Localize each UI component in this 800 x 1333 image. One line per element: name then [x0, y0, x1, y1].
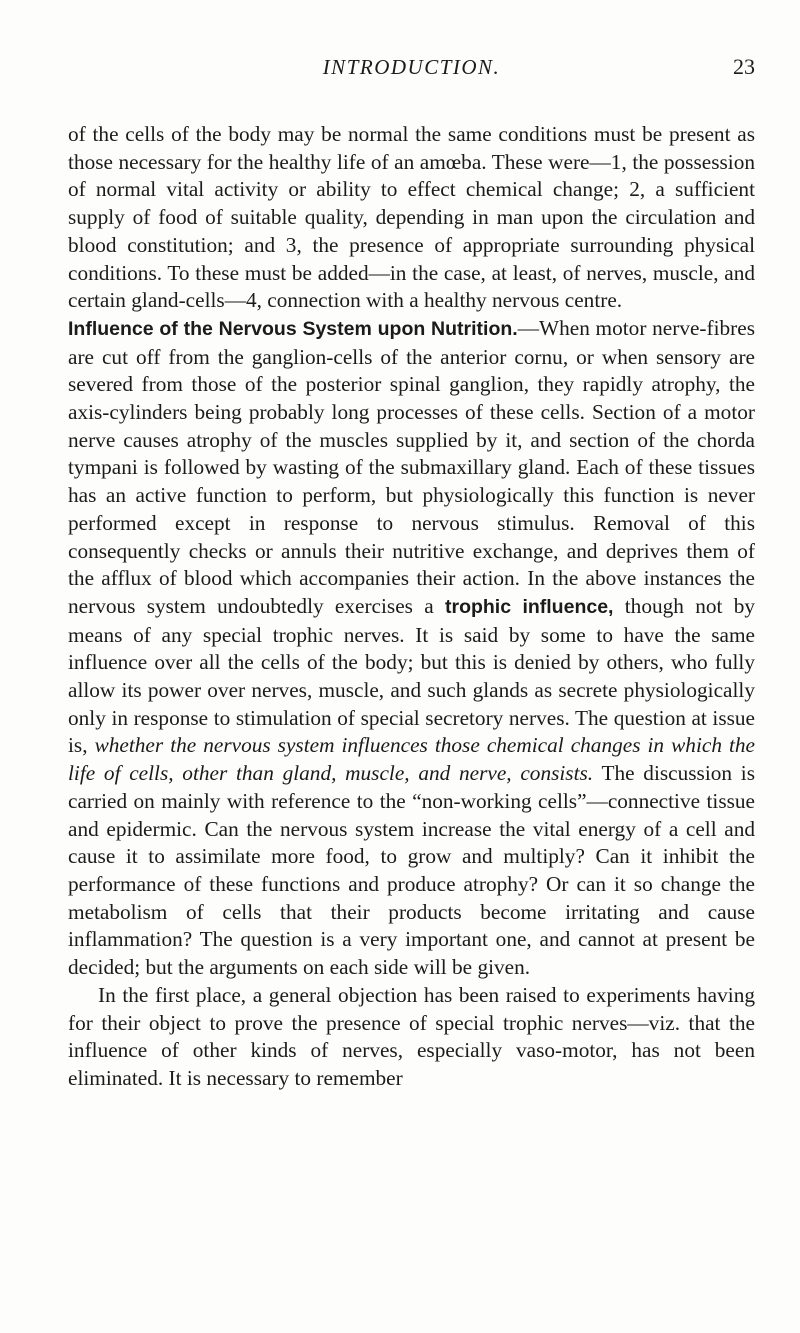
paragraph-objection	[68, 982, 755, 1093]
text-run: —When motor nerve-fibres are cut off from the ganglion-cells of the anterior cornu, or when sensory are severed from those of the posterior spinal ganglion, they rapidly atrophy, the axis-cylinders being probably long processes of these cells. Section of a motor nerve causes atrophy of the muscles supplied by it, and section of the chorda tympani is followed by wasting of the submaxillary gland. Each of these tissues has an active function to perform, but physiologically this function is never performed except in response to nervous stimulus. Removal of this consequently checks or annuls their nutritive exchange, and deprives them of the afflux of blood which accompanies their action. In the above instances the nervous system undoubtedly exercises a	[68, 315, 755, 618]
section-heading: Influence of the Nervous System upon Nutrition.	[68, 317, 518, 340]
text-run: In the first place, a general objection has been raised to experiments having for their object to prove the presence of special trophic nerves—viz. that the influence of other kinds of nerves, especially vaso-motor, has not been eliminated. It is necessary to remember	[68, 982, 755, 1090]
text-run: The discussion is carried on mainly with reference to the “non-working cells”—connective tissue and epidermic. Can the nervous system increase the vital energy of a cell and cause it to assimilate more food, to grow and multiply? Can it inhibit the performance of these functions and produce atrophy? Or can it so change the metabolism of cells that their products become irritating and cause inflammation? The question is a very important one, and cannot at present be decided; but the arguments on each side will be given.	[68, 761, 755, 980]
page-number: 23	[733, 54, 755, 79]
italic-question: whether the nervous system influences those chemical changes in which the life of cells, other than gland, muscle, and nerve, consists.	[68, 733, 756, 786]
paragraph-continuation	[68, 121, 755, 315]
emphasis-term: trophic influence,	[444, 595, 614, 618]
running-title: INTRODUCTION.	[322, 55, 501, 79]
paragraph-nervous-influence	[68, 315, 755, 982]
running-head	[68, 50, 755, 84]
body-text	[68, 121, 755, 1093]
text-run: though not by means of any special trophic nerves. It is said by some to have the same influence over all the cells of the body; but this is denied by others, who fully allow its power over nerves, muscle, and such glands as secrete physiologically only in response to stimulation of special secretory nerves. The question at issue is,	[68, 593, 755, 758]
text-run: of the cells of the body may be normal the same conditions must be present as those necessary for the healthy life of an amœba. These were—1, the possession of normal vital activity or ability to effect chemical change; 2, a sufficient supply of food of suitable quality, depending in man upon the circulation and blood constitution; and 3, the presence of appropriate surrounding physical conditions. To these must be added—in the case, at least, of nerves, muscle, and certain gland-cells—4, connection with a healthy nervous centre.	[68, 122, 755, 313]
